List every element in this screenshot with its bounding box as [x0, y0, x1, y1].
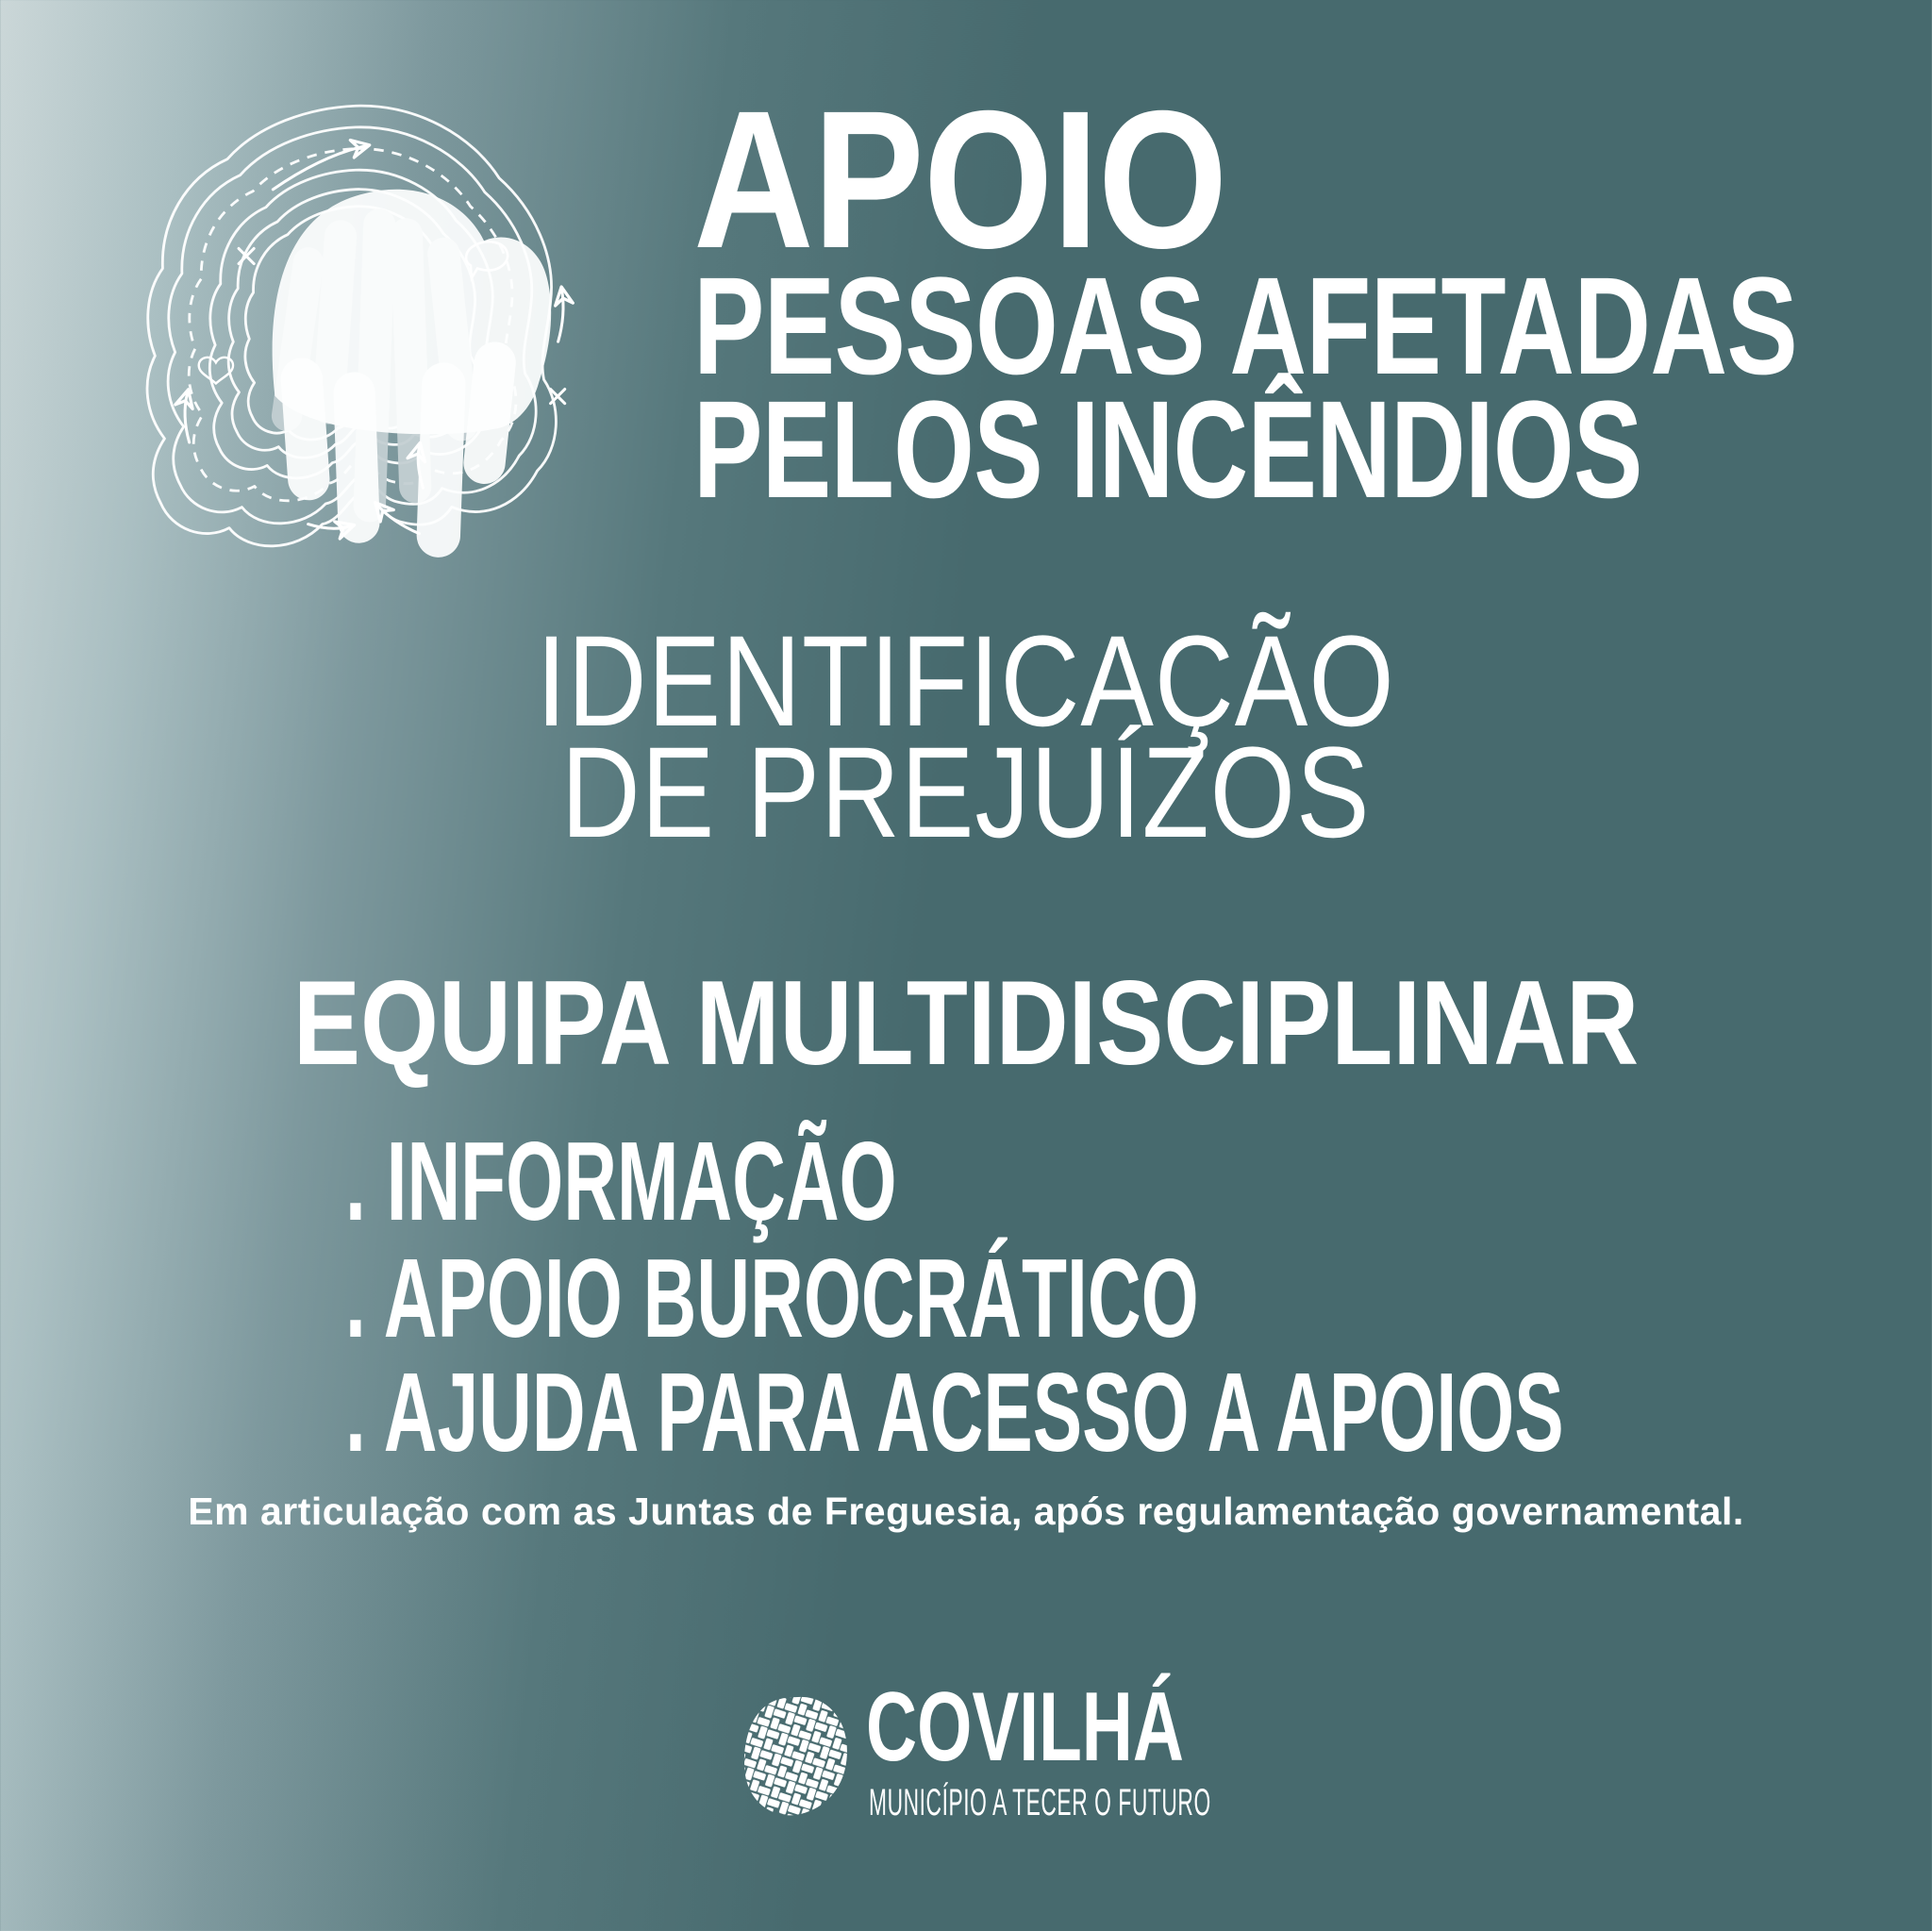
subtitle-line-1-text: IDENTIFICAÇÃO [536, 609, 1396, 754]
subtitle-line-2 [0, 721, 1932, 865]
bullet-item-ajuda-acesso-apoios [345, 1350, 1932, 1475]
title-line-3-text: PELOS INCÊNDIOS [693, 373, 1642, 527]
title-line-1-text: APOIO [693, 71, 1227, 290]
footnote-text: Em articulação com as Juntas de Freguesia, após regulamentação governamental. [188, 1490, 1744, 1533]
logo-tagline [869, 1784, 1469, 1822]
bullet-item-text: . INFORMAÇÃO [345, 1119, 897, 1244]
section-heading [0, 956, 1932, 1090]
subtitle-line-2-text: DE PREJUÍZOS [561, 721, 1371, 865]
bullet-item-text: . AJUDA PARA ACESSO A APOIOS [345, 1350, 1564, 1475]
footnote [0, 1492, 1932, 1531]
logo-tagline-text: MUNICÍPIO A TECER O FUTURO [869, 1782, 1211, 1823]
caring-hands-with-flow-lines-icon [130, 77, 581, 572]
bullet-item-text: . APOIO BUROCRÁTICO [345, 1236, 1199, 1361]
bullet-item-informacao [345, 1119, 1181, 1244]
section-heading-text: EQUIPA MULTIDISCIPLINAR [292, 956, 1640, 1090]
bullet-item-apoio-burocratico [345, 1236, 1639, 1361]
title-line-3 [693, 373, 1932, 527]
logo-wordmark [866, 1673, 1307, 1782]
woven-fabric-icon [740, 1694, 851, 1817]
title-line-2-text: PESSOAS AFETADAS [693, 249, 1798, 404]
logo-wordmark-text: COVILHÁ [866, 1673, 1184, 1782]
